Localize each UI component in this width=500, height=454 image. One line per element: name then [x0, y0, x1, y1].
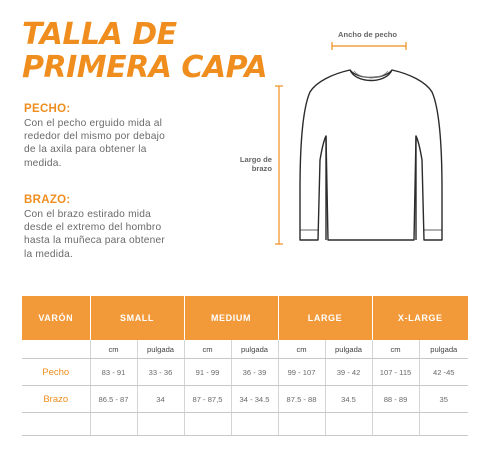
unit-cell: cm: [372, 340, 419, 359]
unit-cell: pulgada: [231, 340, 278, 359]
table-header-row: [22, 296, 468, 340]
table-cell: 87.5 - 88: [278, 386, 325, 413]
table-row: [22, 359, 468, 386]
brazo-instructions: Con el brazo estirado mida desde el extremo del hombro hasta la muñeca para obtener la medida.: [24, 209, 165, 260]
unit-cell: pulgada: [419, 340, 468, 359]
largo-label-line-2: brazo: [251, 164, 272, 173]
category-header: VARÓN: [22, 296, 90, 340]
table-cell: 87 - 87,5: [184, 386, 231, 413]
unit-cell: pulgada: [137, 340, 184, 359]
table-cell: 34.5: [325, 386, 372, 413]
empty-cell: [231, 413, 278, 436]
empty-cell: [90, 413, 137, 436]
table-cell: 34 - 34.5: [231, 386, 278, 413]
table-cell: 34: [137, 386, 184, 413]
brazo-heading: BRAZO:: [24, 194, 71, 206]
table-cell: 36 - 39: [231, 359, 278, 386]
table-row: [22, 386, 468, 413]
empty-cell: [184, 413, 231, 436]
size-header-medium: MEDIUM: [184, 296, 278, 340]
table-cell: 107 - 115: [372, 359, 419, 386]
shirt-icon: [300, 70, 442, 240]
empty-cell: [419, 413, 468, 436]
pecho-instructions: Con el pecho erguido mida al rededor del mismo por debajo de la axila para obtener la medida.: [24, 118, 165, 169]
size-header-large: LARGE: [278, 296, 372, 340]
table-cell: 83 - 91: [90, 359, 137, 386]
table-cell: 86.5 - 87: [90, 386, 137, 413]
shirt-diagram: [270, 40, 460, 250]
units-empty-cell: [22, 340, 90, 359]
empty-cell: [372, 413, 419, 436]
table-cell: 35: [419, 386, 468, 413]
size-table: [22, 296, 468, 436]
empty-cell: [278, 413, 325, 436]
table-cell: 91 - 99: [184, 359, 231, 386]
chest-width-line: [332, 42, 406, 50]
table-units-row: [22, 340, 468, 359]
table-cell: 39 - 42: [325, 359, 372, 386]
ancho-de-pecho-label: Ancho de pecho: [338, 30, 398, 39]
row-label-brazo: Brazo: [22, 386, 90, 413]
title-line-1: TALLA DE: [22, 17, 177, 52]
table-cell: 42 -45: [419, 359, 468, 386]
empty-cell: [137, 413, 184, 436]
unit-cell: cm: [184, 340, 231, 359]
unit-cell: pulgada: [325, 340, 372, 359]
table-empty-row: [22, 413, 468, 436]
page-title: [22, 18, 267, 84]
table-cell: 88 - 89: [372, 386, 419, 413]
unit-cell: cm: [278, 340, 325, 359]
pecho-heading: PECHO:: [24, 103, 71, 115]
empty-cell: [22, 413, 90, 436]
largo-label-line-1: Largo de: [239, 155, 272, 164]
size-header-small: SMALL: [90, 296, 184, 340]
table-cell: 99 - 107: [278, 359, 325, 386]
table-cell: 33 - 36: [137, 359, 184, 386]
title-line-2: PRIMERA CAPA: [22, 50, 268, 85]
sleeve-length-line: [275, 86, 283, 244]
row-label-pecho: Pecho: [22, 359, 90, 386]
largo-de-brazo-label: [226, 155, 272, 173]
empty-cell: [325, 413, 372, 436]
size-header-xlarge: X-LARGE: [372, 296, 468, 340]
unit-cell: cm: [90, 340, 137, 359]
